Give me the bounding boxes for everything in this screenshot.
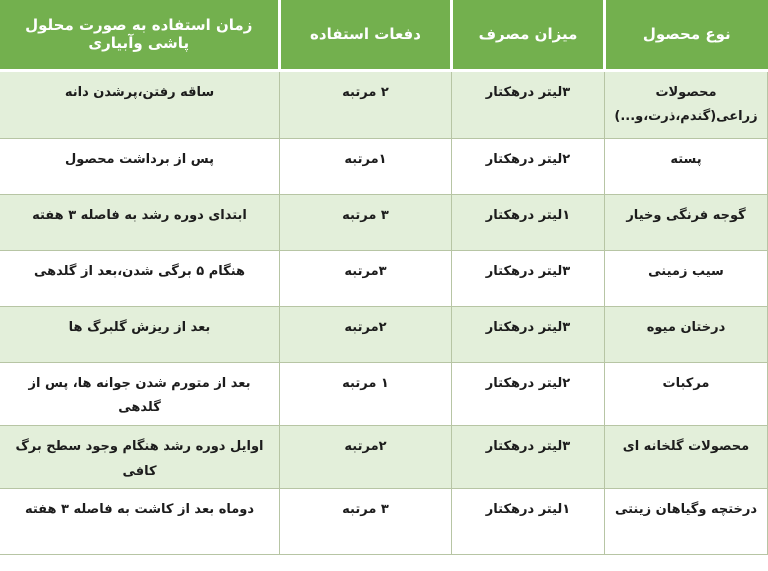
table-header-row — [0, 0, 768, 70]
table-row — [0, 194, 768, 250]
header-product-type: نوع محصول — [605, 0, 768, 70]
cell-timing: بعد از متورم شدن جوانه ها، پس از گلدهی — [0, 362, 280, 425]
cell-frequency: ۱مرتبه — [280, 138, 452, 194]
header-dosage: میزان مصرف — [452, 0, 605, 70]
cell-frequency: ۳ مرتبه — [280, 194, 452, 250]
cell-dosage: ۲لیتر درهکتار — [452, 362, 605, 425]
cell-timing: دوماه بعد از کاشت به فاصله ۳ هفته — [0, 489, 280, 555]
table-row — [0, 362, 768, 425]
table-row — [0, 70, 768, 138]
table-row — [0, 489, 768, 555]
cell-product: محصولات زراعی(گندم،ذرت،و...) — [605, 70, 768, 138]
header-frequency: دفعات استفاده — [280, 0, 452, 70]
table-row — [0, 425, 768, 488]
cell-frequency: ۱ مرتبه — [280, 362, 452, 425]
cell-product: درختان میوه — [605, 306, 768, 362]
cell-dosage: ۳لیتر درهکتار — [452, 425, 605, 488]
cell-timing: بعد از ریزش گلبرگ ها — [0, 306, 280, 362]
cell-dosage: ۳لیتر درهکتار — [452, 70, 605, 138]
cell-product: سیب زمینی — [605, 250, 768, 306]
cell-dosage: ۲لیتر درهکتار — [452, 138, 605, 194]
cell-timing: ساقه رفتن،پرشدن دانه — [0, 70, 280, 138]
cell-dosage: ۳لیتر درهکتار — [452, 250, 605, 306]
header-usage-timing: زمان استفاده به صورت محلول پاشی وآبیاری — [0, 0, 280, 70]
cell-product: مرکبات — [605, 362, 768, 425]
cell-product: درختچه وگیاهان زینتی — [605, 489, 768, 555]
cell-product: گوجه فرنگی وخیار — [605, 194, 768, 250]
table-row — [0, 306, 768, 362]
cell-frequency: ۲ مرتبه — [280, 70, 452, 138]
cell-timing: ابتدای دوره رشد به فاصله ۳ هفته — [0, 194, 280, 250]
cell-timing: اوایل دوره رشد هنگام وجود سطح برگ کافی — [0, 425, 280, 488]
cell-dosage: ۱لیتر درهکتار — [452, 489, 605, 555]
cell-frequency: ۳ مرتبه — [280, 489, 452, 555]
cell-frequency: ۳مرتبه — [280, 250, 452, 306]
cell-timing: هنگام ۵ برگی شدن،بعد از گلدهی — [0, 250, 280, 306]
cell-frequency: ۲مرتبه — [280, 425, 452, 488]
cell-product: پسته — [605, 138, 768, 194]
cell-frequency: ۲مرتبه — [280, 306, 452, 362]
table-row — [0, 138, 768, 194]
table-row — [0, 250, 768, 306]
cell-product: محصولات گلخانه ای — [605, 425, 768, 488]
cell-dosage: ۳لیتر درهکتار — [452, 306, 605, 362]
cell-dosage: ۱لیتر درهکتار — [452, 194, 605, 250]
cell-timing: پس از برداشت محصول — [0, 138, 280, 194]
